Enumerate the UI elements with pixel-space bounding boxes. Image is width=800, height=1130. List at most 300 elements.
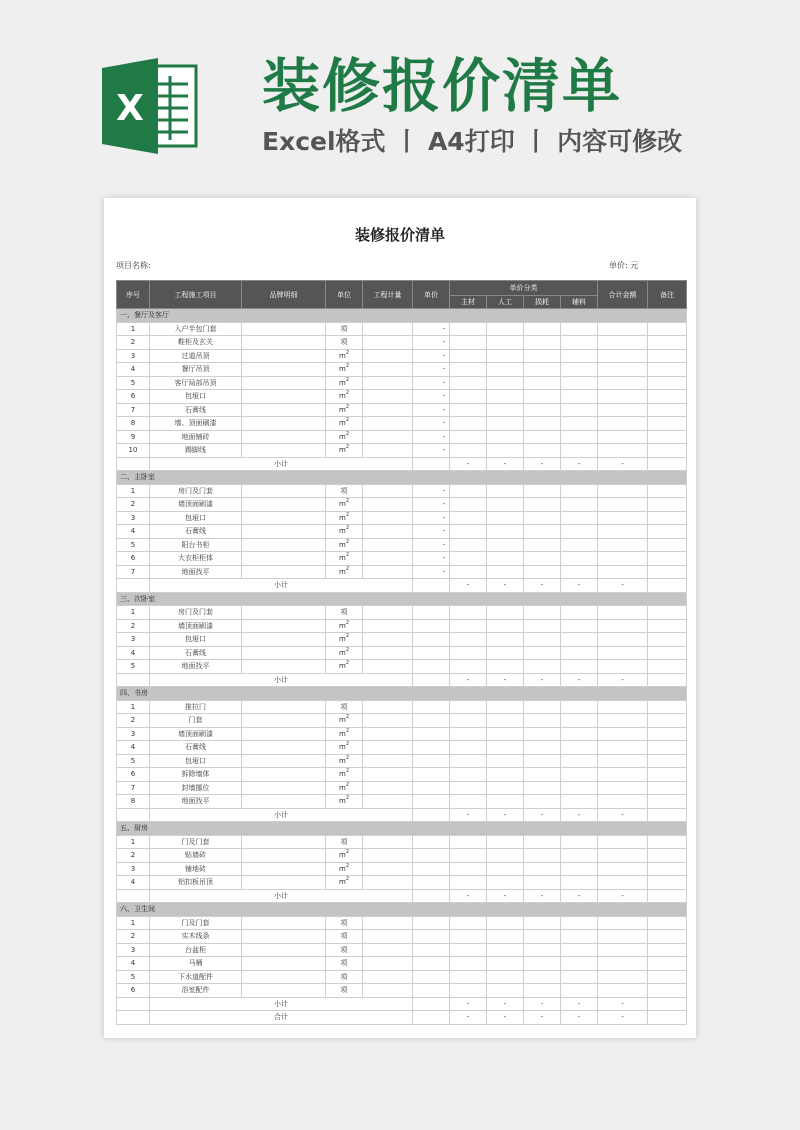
empty-cell [450,984,487,998]
row-brand [242,430,326,444]
empty-cell [487,916,524,930]
empty-cell [561,403,598,417]
empty-cell [648,430,687,444]
empty-cell [524,768,561,782]
subtotal-label: 小计 [150,889,413,903]
row-item: 踢脚线 [150,444,242,458]
table-row [117,619,687,633]
empty-cell [648,417,687,431]
row-unit: $m^2$ [326,349,363,363]
table-row [117,606,687,620]
empty-cell [648,889,687,903]
empty-cell [524,700,561,714]
empty-cell [561,484,598,498]
empty-cell [598,876,648,890]
table-row [117,768,687,782]
row-brand [242,970,326,984]
empty-cell [598,984,648,998]
row-unit: $m^2$ [326,660,363,674]
row-seq: 1 [117,700,150,714]
empty-cell [598,606,648,620]
row-brand [242,943,326,957]
empty-cell [648,673,687,687]
empty-cell [648,376,687,390]
row-seq: 5 [117,376,150,390]
row-seq: 1 [117,606,150,620]
empty-cell [524,862,561,876]
subtotal-aux: - [561,673,598,687]
empty-cell [648,606,687,620]
empty-cell [648,390,687,404]
row-unit: $m^2$ [326,795,363,809]
empty-cell [450,606,487,620]
empty-cell [648,322,687,336]
table-row [117,552,687,566]
empty-cell [648,997,687,1011]
subtotal-aux: - [561,889,598,903]
table-row [117,754,687,768]
row-price: - [413,484,450,498]
row-price: - [413,525,450,539]
empty-cell [450,525,487,539]
row-item: 拆除墙体 [150,768,242,782]
empty-cell [561,552,598,566]
subtotal-loss: - [524,457,561,471]
subtotal-row [117,457,687,471]
empty-cell [450,768,487,782]
subtotal-labor: - [487,457,524,471]
row-price [413,862,450,876]
empty-cell [487,768,524,782]
empty-cell [561,606,598,620]
empty-cell [450,943,487,957]
empty-cell [450,646,487,660]
empty-cell [648,916,687,930]
empty-cell [598,835,648,849]
empty-cell [450,430,487,444]
empty-cell [413,673,450,687]
row-item: 台盆柜 [150,943,242,957]
row-seq: 2 [117,336,150,350]
row-seq: 10 [117,444,150,458]
section-title: 六、卫生间 [117,903,687,917]
empty-cell [450,700,487,714]
empty-cell [561,376,598,390]
row-price [413,943,450,957]
header-loss: 损耗 [524,296,561,309]
empty-cell [450,660,487,674]
empty-cell [648,403,687,417]
subtotal-loss: - [524,889,561,903]
row-seq: 8 [117,417,150,431]
empty-cell [487,403,524,417]
empty-cell [561,943,598,957]
table-row [117,700,687,714]
row-unit: $m^2$ [326,619,363,633]
table-row [117,403,687,417]
banner-subtitle: Excel格式 丨 A4打印 丨 内容可修改 [262,127,683,156]
table-row [117,957,687,971]
empty-cell [598,768,648,782]
row-brand [242,498,326,512]
header-brand: 品牌明细 [242,281,326,309]
empty-cell [450,565,487,579]
subtotal-aux: - [561,997,598,1011]
empty-cell [413,808,450,822]
row-price [413,984,450,998]
table-row [117,727,687,741]
header-seq: 序号 [117,281,150,309]
row-seq: 2 [117,930,150,944]
row-unit: $m^2$ [326,498,363,512]
subtotal-label: 小计 [150,808,413,822]
empty-cell [648,741,687,755]
empty-cell [598,795,648,809]
empty-cell [524,795,561,809]
subtotal-labor: - [487,579,524,593]
empty-cell [450,741,487,755]
subtotal-loss: - [524,673,561,687]
empty-cell [117,889,150,903]
header-labor: 人工 [487,296,524,309]
empty-cell [598,363,648,377]
empty-cell [648,795,687,809]
empty-cell [450,417,487,431]
empty-cell [524,606,561,620]
table-row [117,741,687,755]
quote-table [116,280,687,1025]
empty-cell [524,660,561,674]
empty-cell [524,349,561,363]
row-price: - [413,444,450,458]
empty-cell [648,727,687,741]
empty-cell [487,390,524,404]
row-brand [242,525,326,539]
empty-cell [648,538,687,552]
row-qty [363,862,413,876]
table-row [117,714,687,728]
empty-cell [598,484,648,498]
row-price [413,768,450,782]
row-seq: 6 [117,768,150,782]
row-brand [242,633,326,647]
row-seq: 7 [117,565,150,579]
empty-cell [450,862,487,876]
empty-cell [487,943,524,957]
grand_total-labor: - [487,1011,524,1025]
section-row [117,471,687,485]
header-main: 主材 [450,296,487,309]
empty-cell [524,957,561,971]
empty-cell [487,984,524,998]
row-brand [242,552,326,566]
empty-cell [598,633,648,647]
subtotal-aux: - [561,808,598,822]
empty-cell [598,403,648,417]
empty-cell [487,565,524,579]
row-unit: $m^2$ [326,741,363,755]
row-brand [242,781,326,795]
row-item: 封墙挪位 [150,781,242,795]
empty-cell [450,849,487,863]
unit-label: 单价: 元 [609,261,639,270]
table-row [117,646,687,660]
row-unit: $m^2$ [326,646,363,660]
row-qty [363,403,413,417]
row-brand [242,390,326,404]
subtotal-loss: - [524,579,561,593]
table-row [117,943,687,957]
empty-cell [598,498,648,512]
table-row [117,970,687,984]
row-qty [363,606,413,620]
empty-cell [598,714,648,728]
row-price: - [413,417,450,431]
subtotal-total: - [598,889,648,903]
row-unit: 项 [326,700,363,714]
row-seq: 1 [117,835,150,849]
empty-cell [487,930,524,944]
empty-cell [648,1011,687,1025]
row-unit: 项 [326,943,363,957]
row-unit: $m^2$ [326,781,363,795]
row-price: - [413,376,450,390]
empty-cell [648,525,687,539]
row-seq: 5 [117,970,150,984]
header-aux: 辅料 [561,296,598,309]
empty-cell [524,336,561,350]
table-row [117,498,687,512]
excel-logo-icon [102,58,200,154]
grand-total-row [117,1011,687,1025]
grand_total-total: - [598,1011,648,1025]
header-remark: 备注 [648,281,687,309]
subtotal-labor: - [487,673,524,687]
row-price [413,754,450,768]
table-row [117,349,687,363]
sheet-page [104,198,696,1038]
empty-cell [117,1011,150,1025]
empty-cell [598,754,648,768]
row-qty [363,336,413,350]
subtotal-row [117,579,687,593]
empty-cell [450,349,487,363]
row-seq: 3 [117,511,150,525]
row-qty [363,876,413,890]
row-price [413,714,450,728]
empty-cell [524,498,561,512]
section-title: 五、厨房 [117,822,687,836]
row-brand [242,349,326,363]
row-seq: 4 [117,525,150,539]
row-seq: 1 [117,484,150,498]
row-qty [363,795,413,809]
empty-cell [524,376,561,390]
table-row [117,444,687,458]
header-total: 合计金额 [598,281,648,309]
header-price: 单价 [413,281,450,309]
row-unit: 项 [326,835,363,849]
row-qty [363,727,413,741]
empty-cell [524,484,561,498]
empty-cell [648,876,687,890]
empty-cell [598,943,648,957]
row-price: - [413,430,450,444]
empty-cell [598,511,648,525]
row-qty [363,916,413,930]
empty-cell [450,498,487,512]
empty-cell [561,646,598,660]
row-item: 石膏线 [150,741,242,755]
empty-cell [450,484,487,498]
row-qty [363,714,413,728]
empty-cell [561,565,598,579]
empty-cell [561,835,598,849]
row-price: - [413,336,450,350]
row-qty [363,444,413,458]
subtotal-total: - [598,997,648,1011]
empty-cell [487,376,524,390]
empty-cell [117,997,150,1011]
row-qty [363,349,413,363]
empty-cell [648,336,687,350]
empty-cell [487,876,524,890]
row-item: 包垭口 [150,390,242,404]
row-seq: 7 [117,403,150,417]
empty-cell [598,727,648,741]
row-price [413,619,450,633]
empty-cell [413,1011,450,1025]
empty-cell [648,552,687,566]
row-seq: 6 [117,552,150,566]
row-brand [242,538,326,552]
row-qty [363,525,413,539]
row-price: - [413,390,450,404]
banner-title: 装修报价清单 [262,52,623,120]
empty-cell [598,619,648,633]
empty-cell [561,363,598,377]
row-price: - [413,511,450,525]
row-seq: 1 [117,916,150,930]
empty-cell [487,619,524,633]
row-unit: $m^2$ [326,376,363,390]
row-qty [363,984,413,998]
row-qty [363,565,413,579]
empty-cell [450,444,487,458]
subtotal-labor: - [487,997,524,1011]
subtotal-main: - [450,997,487,1011]
subtotal-main: - [450,457,487,471]
row-unit: $m^2$ [326,417,363,431]
row-qty [363,768,413,782]
subtotal-label: 小计 [150,579,413,593]
empty-cell [487,498,524,512]
empty-cell [524,970,561,984]
row-item: 门及门套 [150,916,242,930]
empty-cell [561,660,598,674]
row-brand [242,768,326,782]
table-row [117,484,687,498]
row-price [413,957,450,971]
row-qty [363,741,413,755]
row-qty [363,781,413,795]
empty-cell [598,444,648,458]
empty-cell [487,714,524,728]
row-unit: 项 [326,336,363,350]
row-item: 地面铺砖 [150,430,242,444]
row-qty [363,417,413,431]
table-row [117,511,687,525]
table-row [117,376,687,390]
empty-cell [598,916,648,930]
empty-cell [561,444,598,458]
row-qty [363,930,413,944]
row-item: 房门及门套 [150,484,242,498]
row-qty [363,849,413,863]
table-body [117,309,687,1025]
row-brand [242,444,326,458]
section-row [117,309,687,323]
empty-cell [648,619,687,633]
empty-cell [648,943,687,957]
empty-cell [450,538,487,552]
empty-cell [648,862,687,876]
table-row [117,633,687,647]
empty-cell [648,984,687,998]
section-row [117,903,687,917]
empty-cell [450,714,487,728]
row-item: 石膏线 [150,525,242,539]
empty-cell [450,390,487,404]
row-unit: $m^2$ [326,538,363,552]
empty-cell [117,673,150,687]
empty-cell [648,660,687,674]
empty-cell [487,849,524,863]
empty-cell [524,565,561,579]
empty-cell [487,430,524,444]
row-item: 推拉门 [150,700,242,714]
row-qty [363,430,413,444]
row-qty [363,511,413,525]
subtotal-aux: - [561,457,598,471]
row-item: 包垭口 [150,754,242,768]
empty-cell [487,957,524,971]
subtotal-aux: - [561,579,598,593]
empty-cell [450,403,487,417]
row-price [413,660,450,674]
empty-cell [524,538,561,552]
table-row [117,390,687,404]
row-seq: 2 [117,619,150,633]
empty-cell [487,511,524,525]
row-item: 阳台书柜 [150,538,242,552]
empty-cell [524,525,561,539]
row-price: - [413,552,450,566]
empty-cell [524,727,561,741]
row-brand [242,363,326,377]
row-unit: 项 [326,957,363,971]
row-brand [242,862,326,876]
row-price [413,916,450,930]
row-unit: $m^2$ [326,727,363,741]
row-unit: $m^2$ [326,565,363,579]
empty-cell [487,727,524,741]
row-brand [242,606,326,620]
empty-cell [487,336,524,350]
row-seq: 5 [117,538,150,552]
empty-cell [561,795,598,809]
section-title: 二、主卧室 [117,471,687,485]
